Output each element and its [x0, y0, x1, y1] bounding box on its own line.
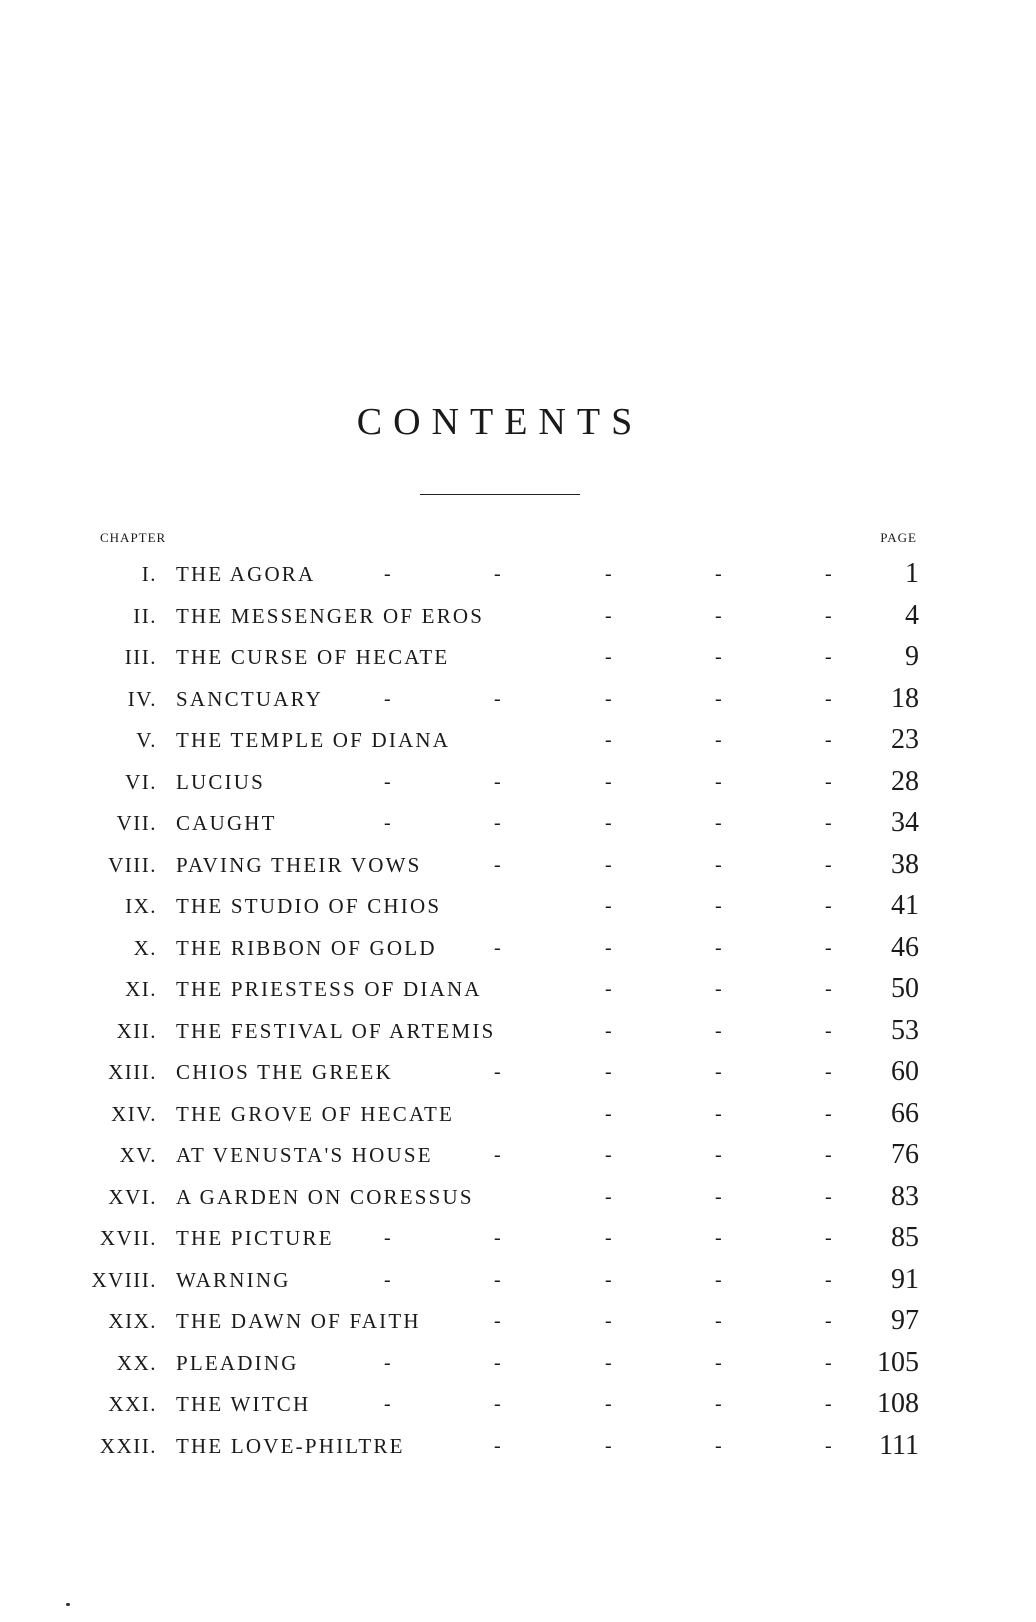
leader-dash: -: [715, 812, 722, 834]
leader-dash: -: [494, 687, 501, 710]
chapter-title: WARNING: [176, 1267, 291, 1292]
chapter-title: PLEADING: [176, 1350, 299, 1375]
leader-dash: -: [715, 729, 722, 751]
chapter-title: THE RIBBON OF GOLD: [176, 935, 437, 960]
leader-dash: -: [825, 1227, 832, 1249]
toc-entry: [0, 975, 1036, 1017]
page-number: 1: [905, 558, 919, 589]
leader-dash: -: [605, 1268, 612, 1291]
toc-entry: [0, 599, 1036, 644]
leader-dash: -: [715, 1144, 722, 1166]
leader-dash: -: [494, 1227, 501, 1249]
chapter-number: XI.: [125, 977, 157, 1001]
chapter-number: I.: [141, 562, 157, 586]
leader-dash: -: [715, 895, 722, 917]
leader-dash: -: [605, 646, 612, 668]
leader-dash: -: [715, 687, 722, 710]
leader-dash: -: [715, 1185, 722, 1208]
toc-entry: [0, 1263, 1036, 1308]
page-number: 60: [891, 1056, 919, 1087]
title-rule: [420, 494, 580, 495]
leader-dash: -: [715, 1061, 722, 1083]
chapter-title: SANCTUARY: [176, 686, 323, 711]
leader-dash: -: [605, 729, 612, 751]
leader-dash: -: [494, 1310, 501, 1332]
toc-entry: [0, 765, 1036, 810]
leader-dash: -: [384, 812, 391, 834]
chapter-title: THE CURSE OF HECATE: [176, 645, 450, 669]
leader-dash: -: [384, 563, 391, 585]
scan-speck: [66, 1603, 70, 1606]
toc-entry: [0, 643, 1036, 685]
chapter-title: LUCIUS: [176, 769, 266, 794]
leader-dash: -: [605, 1351, 612, 1374]
chapter-number: XVII.: [99, 1226, 157, 1250]
toc-entry: [0, 1058, 1036, 1100]
page-number: 91: [891, 1263, 919, 1295]
chapter-title: A GARDEN ON CORESSUS: [176, 1184, 474, 1209]
page-number: 38: [891, 848, 919, 880]
chapter-number: III.: [124, 645, 157, 669]
leader-dash: -: [384, 687, 391, 710]
leader-dash: -: [494, 1061, 501, 1083]
toc-entry: [0, 1224, 1036, 1266]
toc-entry: [0, 809, 1036, 851]
leader-dash: -: [494, 563, 501, 585]
chapter-number: XIV.: [111, 1101, 157, 1126]
page-number: 23: [891, 724, 919, 755]
page-number: 83: [891, 1180, 919, 1212]
leader-dash: -: [384, 1393, 391, 1415]
leader-dash: -: [825, 1351, 832, 1374]
leader-dash: -: [384, 1227, 391, 1249]
chapter-number: XVI.: [108, 1184, 157, 1209]
leader-dash: -: [825, 729, 832, 751]
leader-dash: -: [605, 936, 612, 959]
leader-dash: -: [494, 1393, 501, 1415]
chapter-number: IV.: [127, 686, 157, 711]
leader-dash: -: [825, 604, 832, 627]
chapter-title: THE PRIESTESS OF DIANA: [176, 977, 482, 1001]
toc-entry: [0, 682, 1036, 727]
leader-dash: -: [715, 1393, 722, 1415]
page-number: 50: [891, 973, 919, 1004]
leader-dash: -: [605, 812, 612, 834]
chapter-number: XXII.: [99, 1433, 157, 1458]
toc-entry: [0, 1390, 1036, 1432]
leader-dash: -: [384, 770, 391, 793]
page-number: 41: [891, 890, 919, 921]
leader-dash: -: [494, 936, 501, 959]
toc-entry: [0, 848, 1036, 893]
toc-entry: [0, 931, 1036, 976]
leader-dash: -: [825, 1185, 832, 1208]
leader-dash: -: [825, 1310, 832, 1332]
page-number: 76: [891, 1139, 919, 1170]
page-number: 105: [877, 1346, 919, 1378]
chapter-title: AT VENUSTA'S HOUSE: [176, 1143, 433, 1167]
toc-entry: [0, 1180, 1036, 1225]
leader-dash: -: [605, 1102, 612, 1125]
page-number: 28: [891, 765, 919, 797]
chapter-title: THE GROVE OF HECATE: [176, 1101, 455, 1126]
leader-dash: -: [715, 978, 722, 1000]
page-column-header: PAGE: [880, 530, 917, 545]
toc-entry: [0, 1346, 1036, 1391]
toc-entry: [0, 1307, 1036, 1349]
chapter-title: THE MESSENGER OF EROS: [176, 603, 485, 628]
leader-dash: -: [825, 646, 832, 668]
chapter-title: CAUGHT: [176, 811, 277, 835]
page-number: 53: [891, 1014, 919, 1046]
page-number: 66: [891, 1097, 919, 1129]
leader-dash: -: [715, 1102, 722, 1125]
toc-entry: [0, 726, 1036, 768]
page-number: 18: [891, 682, 919, 714]
leader-dash: -: [494, 812, 501, 834]
leader-dash: -: [494, 1434, 501, 1457]
toc-entry: [0, 1097, 1036, 1142]
contents-list: [0, 560, 1036, 1473]
leader-dash: -: [605, 853, 612, 876]
leader-dash: -: [605, 1393, 612, 1415]
leader-dash: -: [494, 1144, 501, 1166]
chapter-number: VIII.: [108, 852, 157, 877]
toc-entry: [0, 1141, 1036, 1183]
page-number: 4: [905, 599, 919, 631]
page-number: 108: [877, 1388, 919, 1419]
chapter-number: VI.: [125, 769, 157, 794]
chapter-number: II.: [133, 603, 157, 628]
leader-dash: -: [715, 646, 722, 668]
leader-dash: -: [605, 1061, 612, 1083]
leader-dash: -: [605, 770, 612, 793]
page-number: 34: [891, 807, 919, 838]
leader-dash: -: [715, 936, 722, 959]
chapter-number: VII.: [116, 811, 157, 835]
leader-dash: -: [605, 1144, 612, 1166]
leader-dash: -: [605, 1227, 612, 1249]
chapter-number: XXI.: [108, 1392, 157, 1416]
leader-dash: -: [825, 978, 832, 1000]
toc-entry: [0, 1014, 1036, 1059]
chapter-number: XVIII.: [91, 1267, 157, 1292]
leader-dash: -: [825, 936, 832, 959]
leader-dash: -: [605, 1185, 612, 1208]
page-number: 97: [891, 1305, 919, 1336]
chapter-title: CHIOS THE GREEK: [176, 1060, 393, 1084]
chapter-title: THE PICTURE: [176, 1226, 334, 1250]
leader-dash: -: [384, 1268, 391, 1291]
chapter-number: XV.: [119, 1143, 157, 1167]
leader-dash: -: [605, 895, 612, 917]
toc-entry: [0, 892, 1036, 934]
chapter-title: THE WITCH: [176, 1392, 311, 1416]
chapter-title: THE STUDIO OF CHIOS: [176, 894, 442, 918]
leader-dash: -: [605, 978, 612, 1000]
leader-dash: -: [825, 1061, 832, 1083]
leader-dash: -: [825, 853, 832, 876]
page-title: CONTENTS: [356, 401, 644, 443]
page-number: 85: [891, 1222, 919, 1253]
leader-dash: -: [715, 853, 722, 876]
leader-dash: -: [715, 770, 722, 793]
leader-dash: -: [825, 1434, 832, 1457]
leader-dash: -: [715, 563, 722, 585]
chapter-number: XX.: [116, 1350, 157, 1375]
leader-dash: -: [825, 1268, 832, 1291]
leader-dash: -: [825, 1393, 832, 1415]
leader-dash: -: [715, 1019, 722, 1042]
leader-dash: -: [605, 1310, 612, 1332]
leader-dash: -: [605, 563, 612, 585]
chapter-number: XIII.: [108, 1060, 157, 1084]
leader-dash: -: [715, 1351, 722, 1374]
leader-dash: -: [825, 1019, 832, 1042]
chapter-title: THE DAWN OF FAITH: [176, 1309, 421, 1333]
leader-dash: -: [384, 1351, 391, 1374]
leader-dash: -: [715, 1227, 722, 1249]
leader-dash: -: [825, 1144, 832, 1166]
leader-dash: -: [605, 1019, 612, 1042]
leader-dash: -: [605, 1434, 612, 1457]
chapter-title: THE FESTIVAL OF ARTEMIS: [176, 1018, 496, 1043]
leader-dash: -: [605, 687, 612, 710]
chapter-number: XIX.: [108, 1309, 157, 1333]
page-number: 111: [879, 1429, 919, 1461]
leader-dash: -: [825, 1102, 832, 1125]
toc-entry: [0, 1429, 1036, 1474]
chapter-number: X.: [133, 935, 157, 960]
toc-entry: [0, 560, 1036, 602]
leader-dash: -: [825, 895, 832, 917]
chapter-title: THE AGORA: [176, 562, 316, 586]
leader-dash: -: [494, 853, 501, 876]
leader-dash: -: [494, 1268, 501, 1291]
chapter-number: IX.: [125, 894, 157, 918]
leader-dash: -: [825, 770, 832, 793]
leader-dash: -: [494, 770, 501, 793]
chapter-title: THE LOVE-PHILTRE: [176, 1433, 405, 1458]
leader-dash: -: [715, 1310, 722, 1332]
leader-dash: -: [494, 1351, 501, 1374]
leader-dash: -: [715, 604, 722, 627]
page-number: 9: [905, 641, 919, 672]
leader-dash: -: [825, 563, 832, 585]
page-number: 46: [891, 931, 919, 963]
chapter-number: V.: [136, 728, 157, 752]
leader-dash: -: [715, 1268, 722, 1291]
chapter-column-header: CHAPTER: [100, 530, 167, 545]
chapter-title: PAVING THEIR VOWS: [176, 852, 422, 877]
chapter-title: THE TEMPLE OF DIANA: [176, 728, 451, 752]
leader-dash: -: [825, 812, 832, 834]
leader-dash: -: [825, 687, 832, 710]
leader-dash: -: [715, 1434, 722, 1457]
chapter-number: XII.: [116, 1018, 157, 1043]
leader-dash: -: [605, 604, 612, 627]
